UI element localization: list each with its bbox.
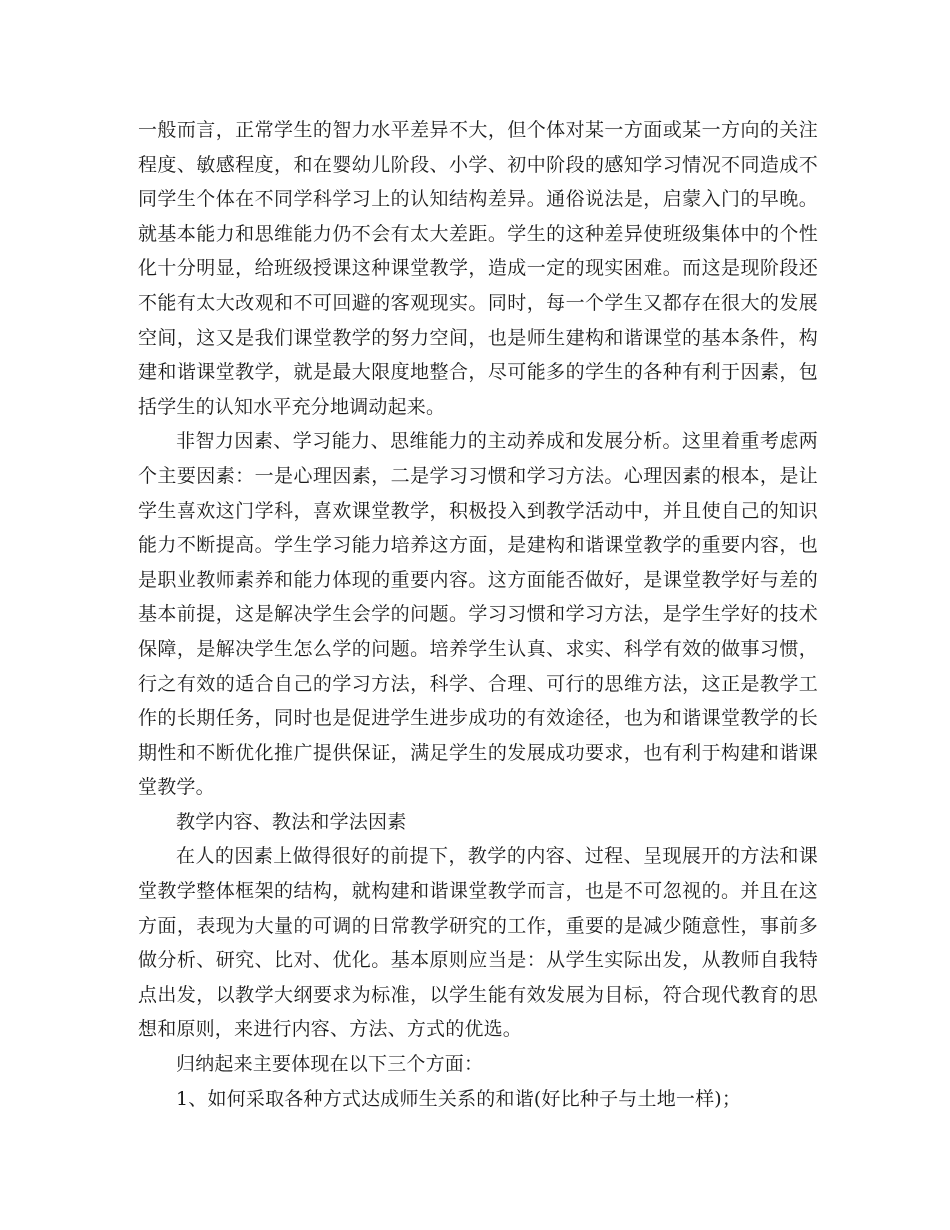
paragraph-teaching-content: 在人的因素上做得很好的前提下，教学的内容、过程、呈现展开的方法和课堂教学整体框架的结构，就构建和谐课堂教学而言，也是不可忽视的。并且在这方面，表现为大量的可调的日常教学研究的工作，重要的是减少随意性，事前多做分析、研究、比对、优化。基本原则应当是：从学生实际出发，从教师自我特点出发，以教学大纲要求为标准，以学生能有效发展为目标，符合现代教育的思想和原则，来进行内容、方法、方式的优选。 <box>138 845 818 1041</box>
list-item-1: 1、如何采取各种方式达成师生关系的和谐(好比种子与土地一样)； <box>176 1087 742 1110</box>
document-body <box>138 113 818 1116</box>
paragraph-non-intellectual-factors: 非智力因素、学习能力、思维能力的主动养成和发展分析。这里着重考虑两个主要因素：一是心理因素，二是学习习惯和学习方法。心理因素的根本，是让学生喜欢这门学科，喜欢课堂教学，积极投入到教学活动中，并且使自己的知识能力不断提高。学生学习能力培养这方面，是建构和谐课堂教学的重要内容，也是职业教师素养和能力体现的重要内容。这方面能否做好，是课堂教学好与差的基本前提，这是解决学生会学的问题。学习习惯和学习方法，是学生学好的技术保障，是解决学生怎么学的问题。培养学生认真、求实、科学有效的做事习惯，行之有效的适合自己的学习方法，科学、合理、可行的思维方法，这正是教学工作的长期任务，同时也是促进学生进步成功的有效途径，也为和谐课堂教学的长期性和不断优化推广提供保证，满足学生的发展成功要求，也有利于构建和谐课堂教学。 <box>138 430 818 799</box>
section-heading-teaching-content: 教学内容、教法和学法因素 <box>176 810 407 833</box>
paragraph-summary-intro: 归纳起来主要体现在以下三个方面： <box>176 1053 484 1076</box>
paragraph-intellect-differences: 一般而言，正常学生的智力水平差异不大，但个体对某一方面或某一方向的关注程度、敏感程度，和在婴幼儿阶段、小学、初中阶段的感知学习情况不同造成不同学生个体在不同学科学习上的认知结构差异。通俗说法是，启蒙入门的早晚。就基本能力和思维能力仍不会有太大差距。学生的这种差异使班级集体中的个性化十分明显，给班级授课这种课堂教学，造成一定的现实困难。而这是现阶段还不能有太大改观和不可回避的客观现实。同时，每一个学生又都存在很大的发展空间，这又是我们课堂教学的努力空间，也是师生建构和谐课堂的基本条件，构建和谐课堂教学，就是最大限度地整合，尽可能多的学生的各种有利于因素，包括学生的认知水平充分地调动起来。 <box>138 119 818 418</box>
